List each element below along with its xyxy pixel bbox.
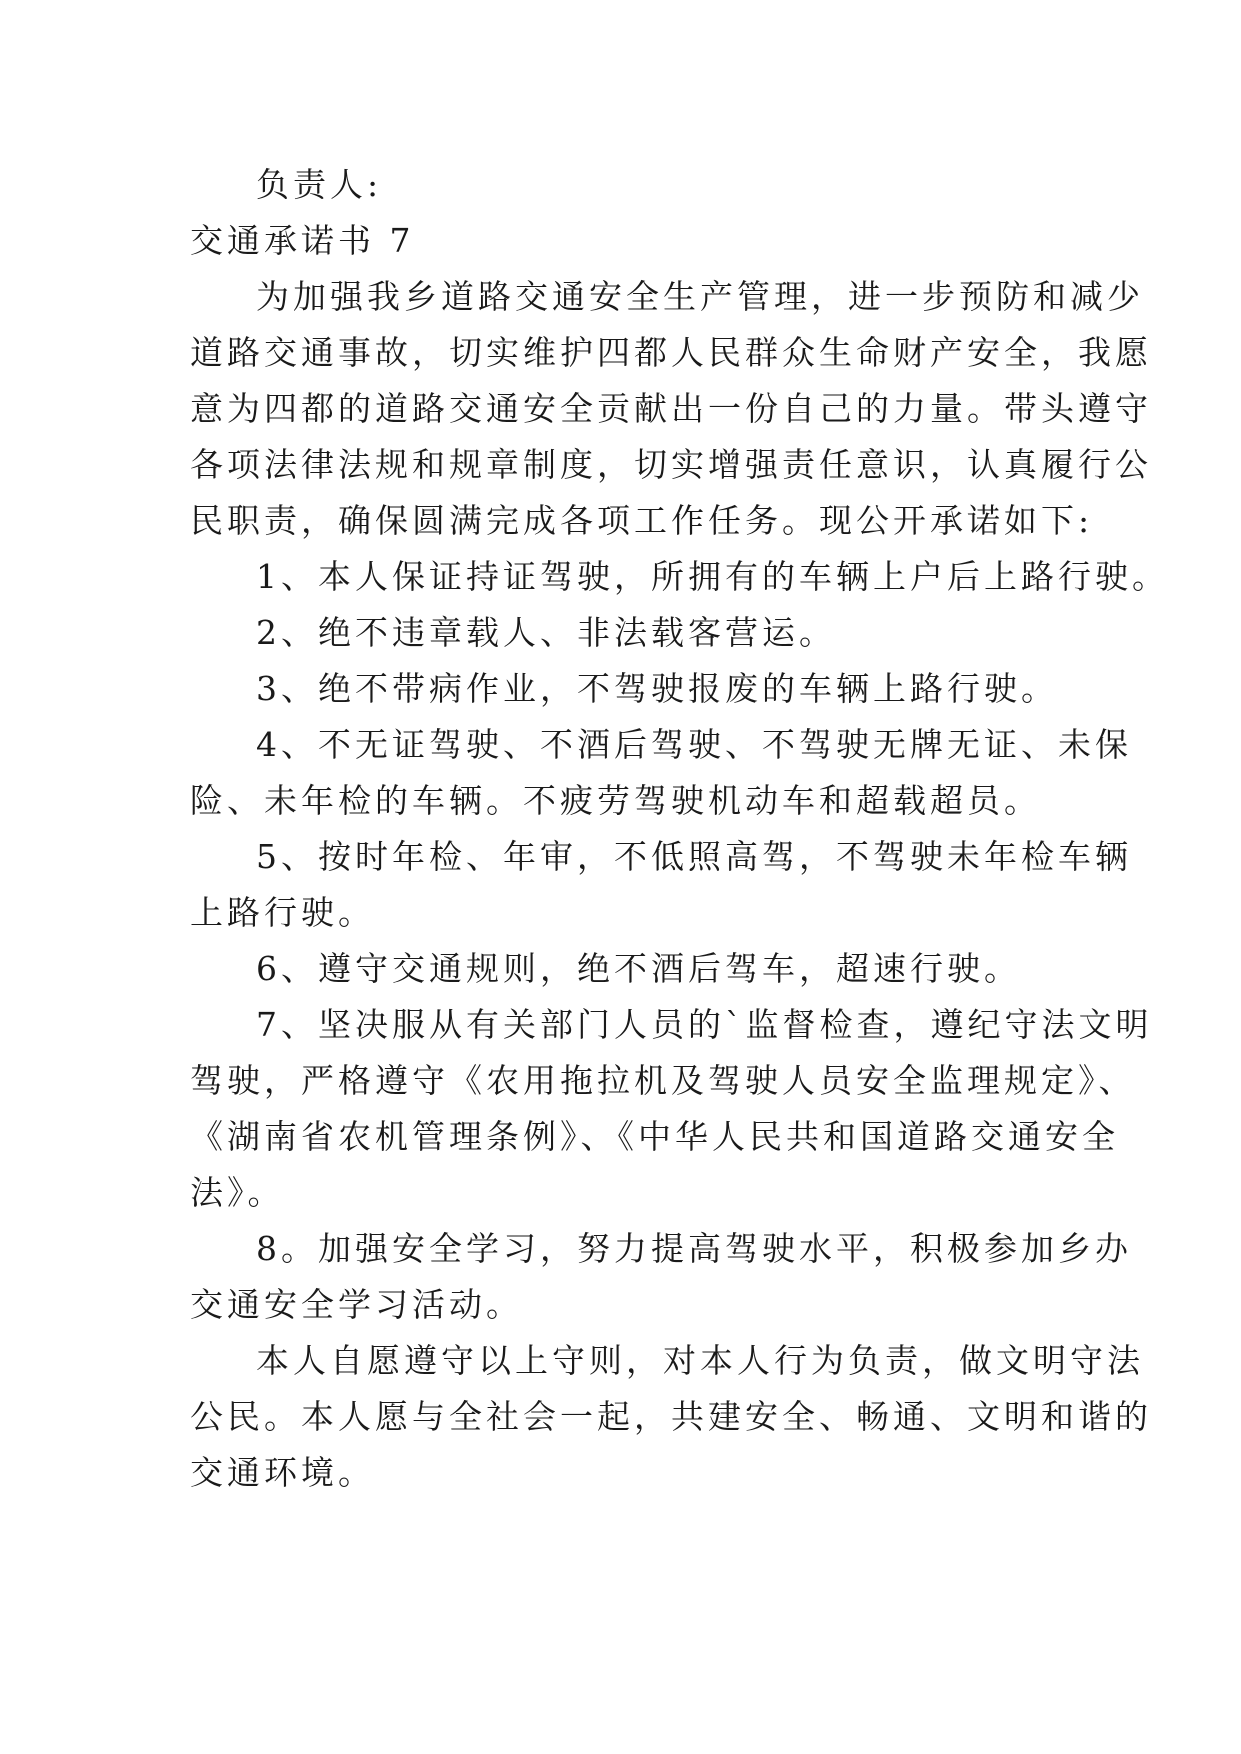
pledge-item-5: 5、按时年检、年审，不低照高驾，不驾驶未年检车辆: [256, 837, 1132, 876]
pledge-item-7-cont: 法》。: [190, 1173, 285, 1212]
pledge-item-4: 4、不无证驾驶、不酒后驾驶、不驾驶无牌无证、未保: [256, 725, 1132, 764]
pledge-item-3: 3、绝不带病作业，不驾驶报废的车辆上路行驶。: [256, 669, 1058, 708]
signature-label: 负责人:: [256, 165, 383, 204]
pledge-item-7-cont: 《湖南省农机管理条例》、《中华人民共和国道路交通安全: [190, 1117, 1119, 1156]
pledge-item-6: 6、遵守交通规则，绝不酒后驾车，超速行驶。: [256, 949, 1021, 988]
pledge-item-4-cont: 险、未年检的车辆。不疲劳驾驶机动车和超载超员。: [190, 781, 1041, 820]
paragraph-line: 各项法律法规和规章制度，切实增强责任意识，认真履行公: [190, 445, 1152, 484]
pledge-item-1: 1、本人保证持证驾驶，所拥有的车辆上户后上路行驶。: [256, 557, 1169, 596]
pledge-item-5-cont: 上路行驶。: [190, 893, 375, 932]
document-body: [190, 157, 1169, 1501]
closing-paragraph-cont: 公民。本人愿与全社会一起，共建安全、畅通、文明和谐的: [190, 1397, 1152, 1436]
pledge-item-7-cont: 驾驶，严格遵守《农用拖拉机及驾驶人员安全监理规定》、: [190, 1061, 1136, 1100]
section-title: 交通承诺书 7: [190, 221, 415, 260]
paragraph-line: 为加强我乡道路交通安全生产管理，进一步预防和减少: [256, 277, 1144, 316]
pledge-item-2: 2、绝不违章载人、非法载客营运。: [256, 613, 836, 652]
pledge-item-8-cont: 交通安全学习活动。: [190, 1285, 523, 1324]
paragraph-line: 民职责，确保圆满完成各项工作任务。现公开承诺如下:: [190, 501, 1094, 540]
closing-paragraph-cont: 交通环境。: [190, 1453, 375, 1492]
paragraph-line: 意为四都的道路交通安全贡献出一份自己的力量。带头遵守: [190, 389, 1152, 428]
pledge-item-7: 7、坚决服从有关部门人员的`监督检查，遵纪守法文明: [256, 1005, 1153, 1044]
paragraph-line: 道路交通事故，切实维护四都人民群众生命财产安全，我愿: [190, 333, 1152, 372]
closing-paragraph: 本人自愿遵守以上守则，对本人行为负责，做文明守法: [256, 1341, 1144, 1380]
pledge-item-8: 8。加强安全学习，努力提高驾驶水平，积极参加乡办: [256, 1229, 1132, 1268]
